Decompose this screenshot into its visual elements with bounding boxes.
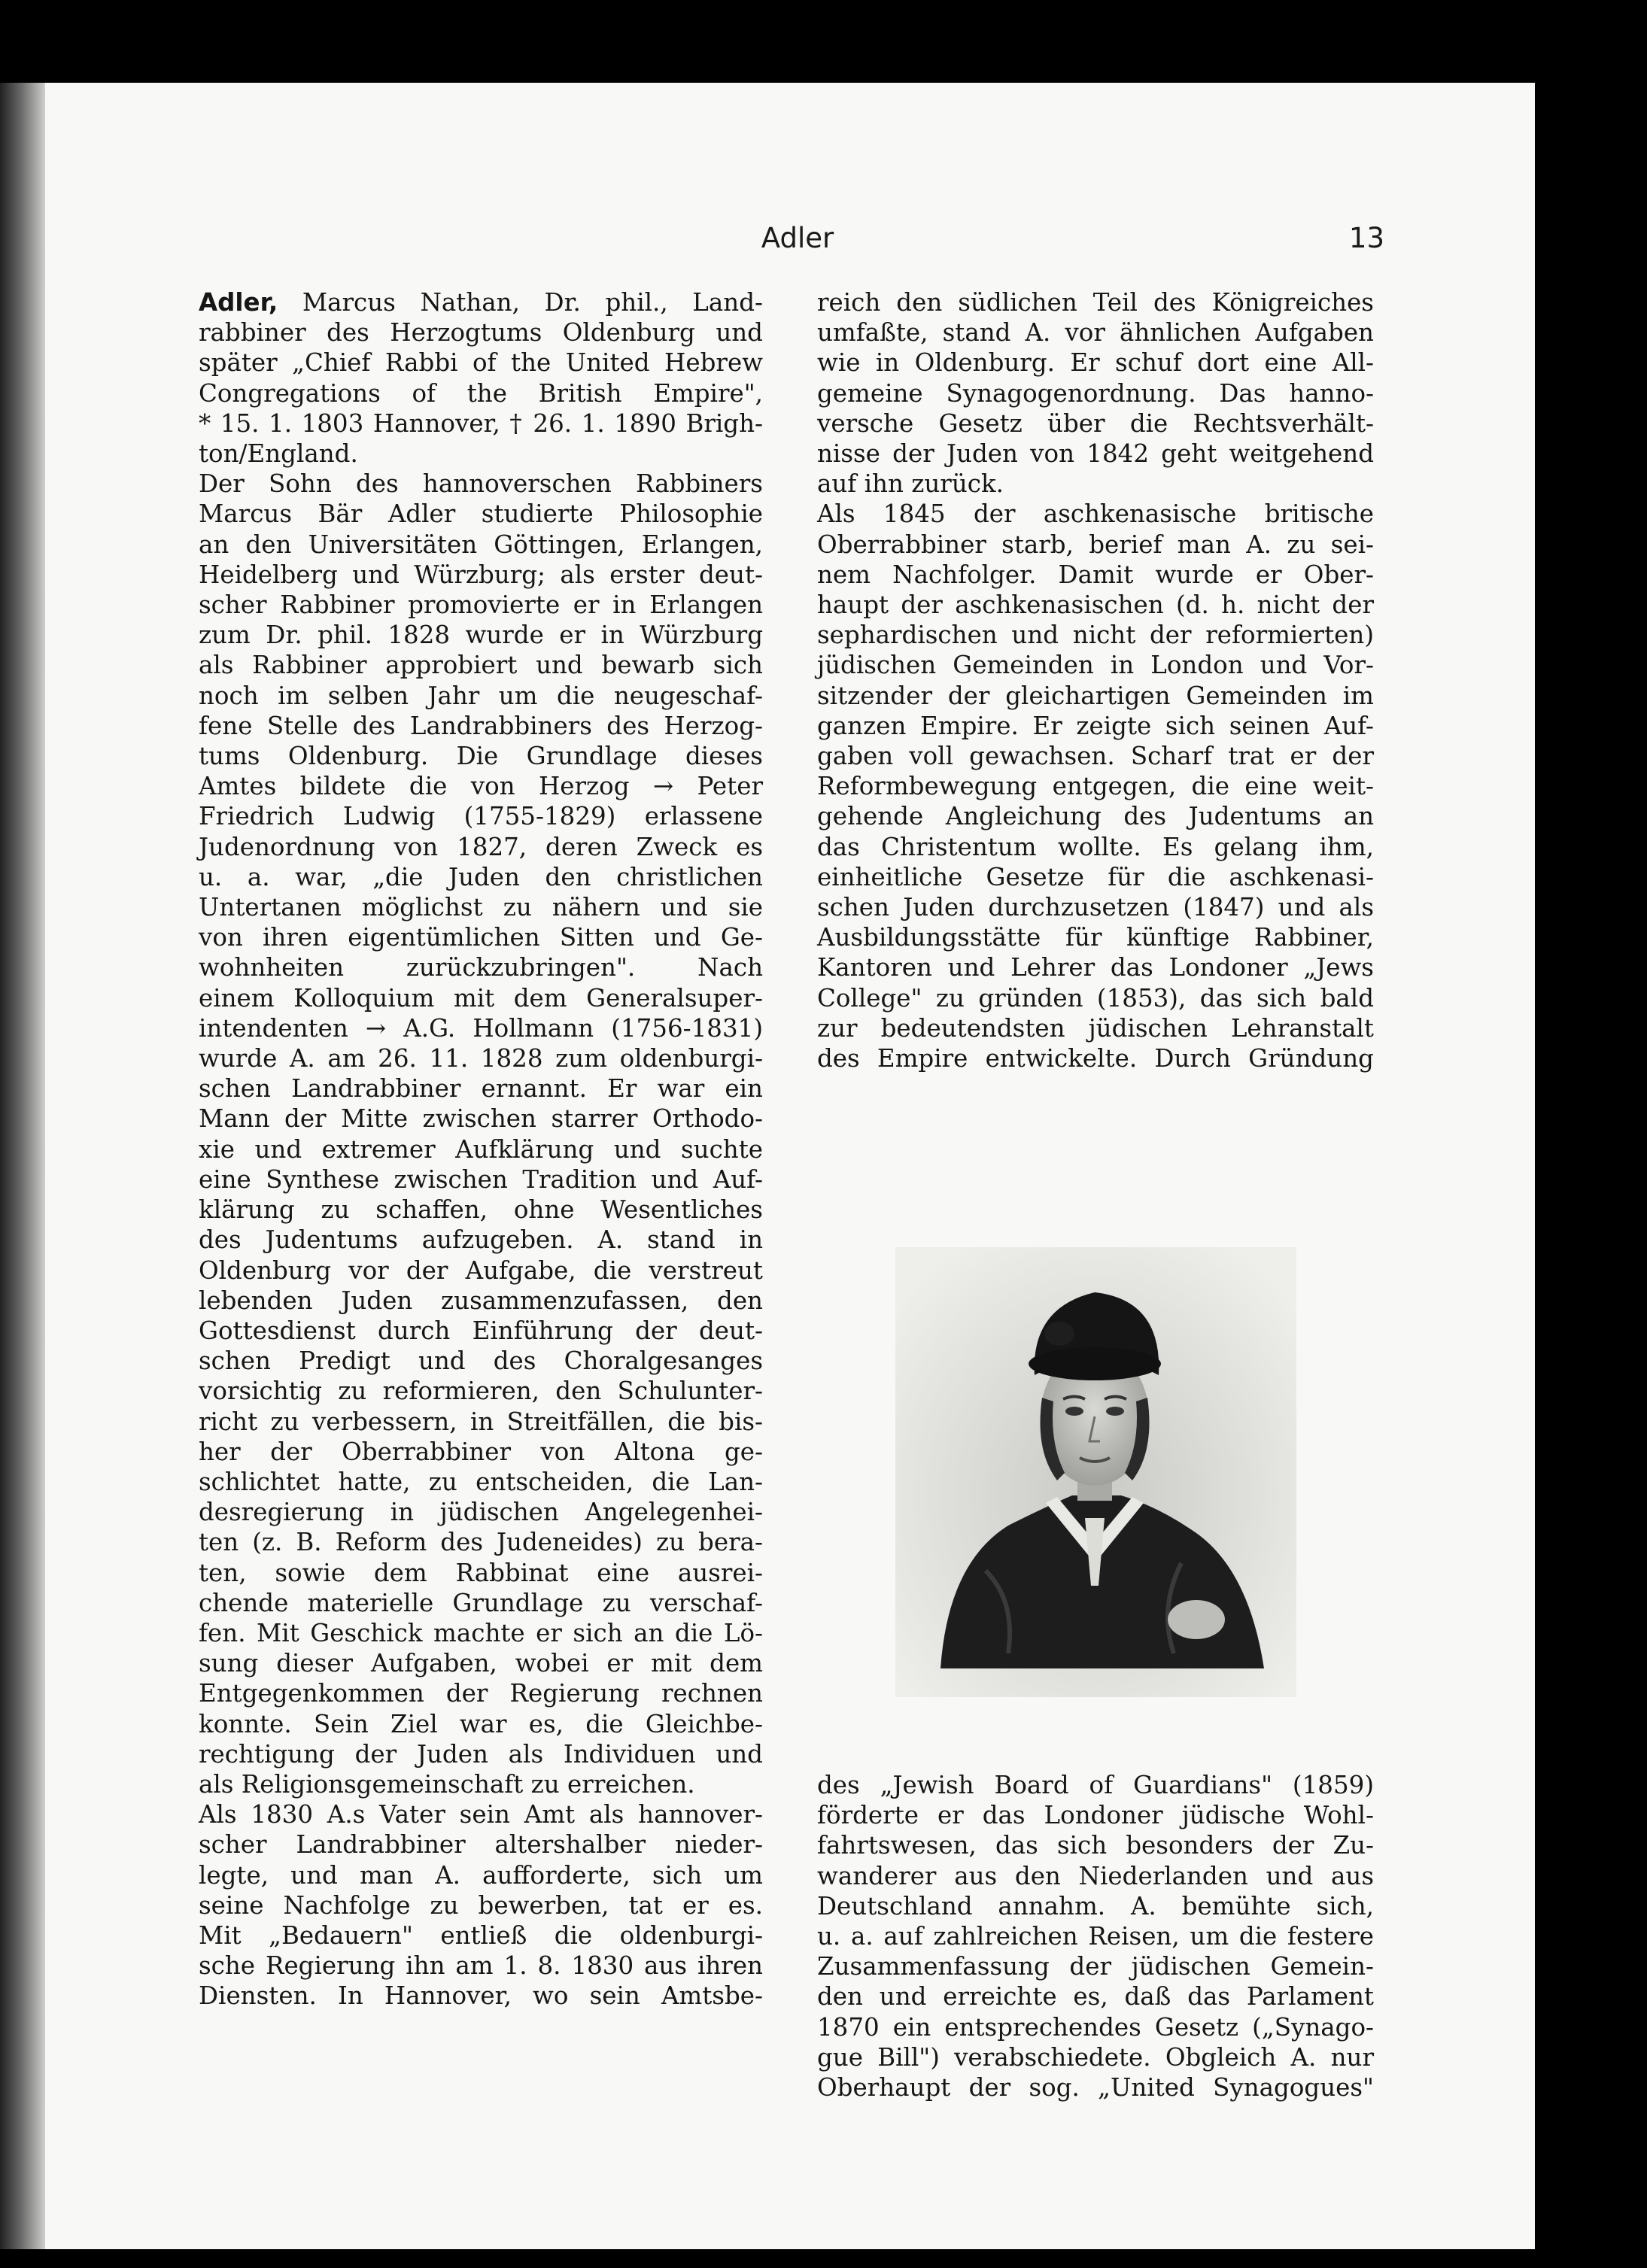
text-line: ten, sowie dem Rabbinat eine ausrei- [199, 1558, 763, 1587]
right-text-column-top [817, 287, 1374, 1073]
text-line: sitzender der gleichartigen Gemeinden im [817, 681, 1374, 710]
right-text-column-bottom [817, 1770, 1374, 2103]
running-head: Adler [761, 222, 834, 254]
page-number: 13 [1348, 222, 1384, 254]
text-line: wohnheiten zurückzubringen". Nach [199, 953, 763, 982]
portrait-engraving [895, 1247, 1296, 1697]
text-line: einem Kolloquium mit dem Generalsuper- [199, 983, 763, 1013]
text-line: nisse der Juden von 1842 geht weitgehend [817, 439, 1374, 469]
text-line: Der Sohn des hannoverschen Rabbiners [199, 469, 763, 499]
text-line: schen Landrabbiner ernannt. Er war ein [199, 1074, 763, 1104]
text-line: Mit „Bedauern" entließ die oldenburgi- [199, 1920, 763, 1950]
text-line: legte, und man A. aufforderte, sich um [199, 1860, 763, 1890]
text-line: Judenordnung von 1827, deren Zweck es [199, 832, 763, 861]
text-line: * 15. 1. 1803 Hannover, † 26. 1. 1890 Brigh- [199, 408, 763, 438]
text-line: scher Rabbiner promovierte er in Erlangen [199, 591, 763, 620]
book-spine-shadow [0, 83, 45, 2249]
text-line: Reformbewegung entgegen, die eine weit- [817, 772, 1374, 801]
text-line: wurde A. am 26. 11. 1828 zum oldenburgi- [199, 1044, 763, 1073]
text-line: fahrtswesen, das sich besonders der Zu- [817, 1831, 1374, 1860]
text-line: chende materielle Grundlage zu verschaf- [199, 1588, 763, 1617]
text-line: des „Jewish Board of Guardians" (1859) [817, 1771, 1374, 1799]
text-line: Kantoren und Lehrer das Londoner „Jews [817, 953, 1374, 982]
text-line: Amtes bildete die von Herzog → Peter [199, 772, 763, 801]
text-line: ten (z. B. Reform des Judeneides) zu bera- [199, 1528, 763, 1557]
text-line: gemeine Synagogenordnung. Das hanno- [817, 378, 1374, 408]
text-line: gaben voll gewachsen. Scharf trat er der [817, 742, 1374, 771]
text-line: einheitliche Gesetze für die aschkenasi- [817, 862, 1374, 891]
text-line: als Religionsgemeinschaft zu erreichen. [199, 1769, 695, 1799]
text-line: Entgegenkommen der Regierung rechnen [199, 1679, 763, 1708]
text-line: Untertanen möglichst zu nähern und sie [199, 893, 763, 922]
text-line: nem Nachfolger. Damit wurde er Ober- [817, 560, 1374, 589]
text-line: ganzen Empire. Er zeigte sich seinen Auf- [817, 711, 1374, 740]
text-line: vorsichtig zu reformieren, den Schulunter- [199, 1377, 763, 1406]
text-line: auf ihn zurück. [817, 469, 1004, 499]
text-line: u. a. auf zahlreichen Reisen, um die festere [817, 1922, 1374, 1951]
text-line: intendenten → A.G. Hollmann (1756-1831) [199, 1013, 763, 1043]
text-line: sephardischen und nicht der reformierten) [817, 621, 1374, 650]
text-line: tums Oldenburg. Die Grundlage dieses [199, 742, 763, 771]
portrait-illustration [895, 1247, 1296, 1697]
text-line: desregierung in jüdischen Angelegenhei- [199, 1498, 763, 1527]
text-line: von ihren eigentümlichen Sitten und Ge- [199, 923, 763, 952]
text-line: Deutschland annahm. A. bemühte sich, [817, 1891, 1374, 1920]
text-line: an den Universitäten Göttingen, Erlangen, [199, 530, 763, 559]
text-line: ton/England. [199, 439, 358, 469]
text-line: sung dieser Aufgaben, wobei er mit dem [199, 1649, 763, 1678]
text-line: wanderer aus den Niederlanden und aus [817, 1861, 1374, 1890]
text-line: 1870 ein entsprechendes Gesetz („Synago- [817, 2012, 1374, 2042]
book-page [0, 83, 1535, 2249]
text-line: Zusammenfassung der jüdischen Gemein- [817, 1952, 1374, 1981]
text-line: das Christentum wollte. Es gelang ihm, [817, 832, 1374, 861]
text-line: schen Juden durchzusetzen (1847) und als [817, 893, 1374, 922]
text-line: Oberhaupt der sog. „United Synagogues" [817, 2073, 1374, 2103]
text-line: später „Chief Rabbi of the United Hebrew [199, 348, 763, 378]
text-line: wie in Oldenburg. Er schuf dort eine All- [817, 348, 1374, 378]
text-line: u. a. war, „die Juden den christlichen [199, 862, 763, 891]
text-line: Marcus Bär Adler studierte Philosophie [199, 499, 763, 529]
text-line: Congregations of the British Empire", [199, 378, 763, 408]
text-line: fen. Mit Geschick machte er sich an die Lö- [199, 1618, 763, 1647]
text-line: xie und extremer Aufklärung und suchte [199, 1134, 763, 1164]
text-line: reich den südlichen Teil des Königreiches [817, 288, 1374, 317]
text-line: versche Gesetz über die Rechtsverhält- [817, 408, 1374, 438]
text-line: sche Regierung ihn am 1. 8. 1830 aus ihren [199, 1951, 763, 1981]
text-line: des Empire entwickelte. Durch Gründung [817, 1044, 1374, 1073]
text-line: Oldenburg vor der Aufgabe, die verstreut [199, 1255, 763, 1285]
text-line: gue Bill") verabschiedete. Obgleich A. nur [817, 2042, 1374, 2072]
text-line: Mann der Mitte zwischen starrer Orthodo- [199, 1104, 763, 1134]
text-line: rechtigung der Juden als Individuen und [199, 1739, 763, 1769]
text-line: noch im selben Jahr um die neugeschaf- [199, 681, 763, 710]
text-line: Gottesdienst durch Einführung der deut- [199, 1316, 763, 1345]
lemma-surname: Adler, [199, 288, 278, 317]
text-line: richt zu verbessern, in Streitfällen, die bis- [199, 1407, 763, 1436]
text-line: als Rabbiner approbiert und bewarb sich [199, 651, 763, 680]
text-line: schen Predigt und des Choralgesanges [199, 1347, 763, 1376]
text-line: Oberrabbiner starb, berief man A. zu sei- [817, 530, 1374, 559]
text-line: Heidelberg und Würzburg; als erster deut- [199, 560, 763, 589]
text-line: jüdischen Gemeinden in London und Vor- [817, 651, 1374, 680]
text-line: seine Nachfolge zu bewerben, tat er es. [199, 1890, 763, 1920]
text-line: her der Oberrabbiner von Altona ge- [199, 1437, 763, 1466]
text-line: lebenden Juden zusammenzufassen, den [199, 1286, 763, 1315]
text-line: des Judentums aufzugeben. A. stand in [199, 1225, 763, 1255]
text-line: zum Dr. phil. 1828 wurde er in Würzburg [199, 621, 763, 650]
text-line: College" zu gründen (1853), das sich bald [817, 983, 1374, 1013]
left-text-column [199, 287, 763, 2011]
text-line: klärung zu schaffen, ohne Wesentliches [199, 1195, 763, 1225]
text-line: fene Stelle des Landrabbiners des Herzog- [199, 711, 763, 740]
text-line: schlichtet hatte, zu entscheiden, die Lan- [199, 1467, 763, 1496]
text-line: gehende Angleichung des Judentums an [817, 802, 1374, 831]
text-line: umfaßte, stand A. vor ähnlichen Aufgaben [817, 318, 1374, 348]
text-line: eine Synthese zwischen Tradition und Auf- [199, 1164, 763, 1194]
text-line: Friedrich Ludwig (1755-1829) erlassene [199, 802, 763, 831]
text-line: förderte er das Londoner jüdische Wohl- [817, 1801, 1374, 1830]
text-line: rabbiner des Herzogtums Oldenburg und [199, 318, 763, 348]
text-line [199, 287, 763, 317]
text-line: haupt der aschkenasischen (d. h. nicht der [817, 591, 1374, 620]
text-line: den und erreichte es, daß das Parlament [817, 1982, 1374, 2011]
text-line-rest: Marcus Nathan, Dr. phil., Land- [278, 288, 763, 317]
text-line: Diensten. In Hannover, wo sein Amtsbe- [199, 1981, 763, 2011]
text-line: Ausbildungsstätte für künftige Rabbiner, [817, 923, 1374, 952]
text-line: zur bedeutendsten jüdischen Lehranstalt [817, 1013, 1374, 1043]
text-line: konnte. Sein Ziel war es, die Gleichbe- [199, 1709, 763, 1738]
text-line: Als 1845 der aschkenasische britische [817, 499, 1374, 529]
text-line: scher Landrabbiner altershalber nieder- [199, 1830, 763, 1860]
text-line: Als 1830 A.s Vater sein Amt als hannover- [199, 1800, 763, 1829]
